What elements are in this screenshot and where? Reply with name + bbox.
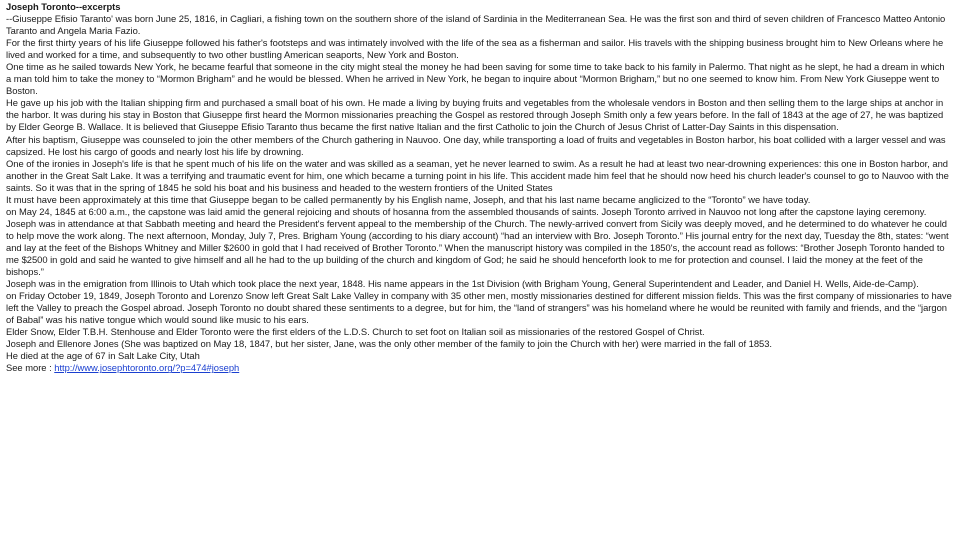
paragraph-4: He gave up his job with the Italian shipping firm and purchased a small boat of his own. He made a living by buying fruits and vegetables from the wholesale vendors in Boston and then selling them to the large ships at anchor in the harbor. It was during his stay in Boston that Giuseppe first heard the Mormon missionaries preaching the Gospel as restored through Joseph Smith only a few years before. In the fall of 1843 at the age of 27, he was baptized by Elder George B. Wallace. It is believed that Giuseppe Efisio Taranto thus became the first native Italian and the first Catholic to join the Church of Jesus Christ of Latter-Day Saints in this dispensation. bbox=[6, 97, 944, 133]
paragraph-9: Joseph was in attendance at that Sabbath meeting and heard the President's fervent appeal to the membership of the Church. The newly-arrived convert from Sicily was deeply moved, and he determined to do whatever he could to help move the work along. The next afternoon, Monday, July 7, Pres. Brigham Young (according to his diary account) “had an interview with Bro. Joseph Toronto.” His journal entry for the next day, Tuesday the 8th, states: “went and lay at the feet of the Bishops Whitney and Miller $2600 in gold that I had received of Brother Toronto.” When the manuscript history was compiled in the 1850's, the account read as follows: “Brother Joseph Toronto handed to me $2500 in gold and said he wanted to give himself and all he had to the up building of the church and kingdom of God; he said he should henceforth look to me for protection and counsel. I laid the money at the feet of the bishops.” bbox=[6, 217, 949, 278]
paragraph-8: on May 24, 1845 at 6:00 a.m., the capstone was laid amid the general rejoicing and shouts of hosanna from the assembled thousands of saints. Joseph Toronto arrived in Nauvoo not long after the capstone laying ceremony. bbox=[6, 205, 927, 217]
paragraph-2: For the first thirty years of his life Giuseppe followed his father's footsteps and was intimately involved with the life of the sea as a fisherman and sailor. His travels with the shipping business brought him to New Orleans where he lived and worked for a time, and subsequently to two other bustling American seaports, New York and Boston. bbox=[6, 37, 944, 61]
paragraph-3: One time as he sailed towards New York, he became fearful that someone in the city might steal the money he had been saving for some time to take back to his family in Palermo. That night as he slept, he had a dream in which a man told him to take the money to “Mormon Brigham” and he would be blessed. When he arrived in New York, he began to inquire about “Mormon Brigham,” but no one seemed to know him. From New York Giuseppe went to Boston. bbox=[6, 61, 945, 97]
paragraph-10: Joseph was in the emigration from Illinois to Utah which took place the next year, 1848. His name appears in the 1st Division (with Brigham Young, General Superintendent and Leader, and Daniel H. Wells, Aide-de-Camp). bbox=[6, 278, 919, 290]
paragraph-12: Elder Snow, Elder T.B.H. Stenhouse and Elder Toronto were the first elders of the L.D.S. Church to set foot on Italian soil as missionaries of the restored Gospel of Christ. bbox=[6, 326, 705, 338]
paragraph-13: Joseph and Ellenore Jones (She was baptized on May 18, 1847, but her sister, Jane, was the only other member of the family to join the Church with her) were married in the fall of 1853. bbox=[6, 338, 772, 350]
paragraph-11: on Friday October 19, 1849, Joseph Toronto and Lorenzo Snow left Great Salt Lake Valley in company with 35 other men, mostly missionaries destined for different mission fields. This was the first company of missionaries to have left the Valley to preach the Gospel abroad. Joseph Toronto no doubt shared these sentiments to a degree, but for him, the “land of strangers” was his homeland where he would be reunited with family and friends, and the “jargon of Babal” was his native tongue which would sound like music to his ears. bbox=[6, 290, 952, 326]
see-more-link[interactable]: http://www.josephtoronto.org/?p=474#joseph bbox=[54, 362, 240, 374]
see-more-line bbox=[6, 362, 952, 374]
document-title: Joseph Toronto--excerpts bbox=[6, 1, 121, 12]
paragraph-7: It must have been approximately at this time that Giuseppe began to be called permanently by his English name, Joseph, and that his last name became anglicized to the “Toronto” we have today. bbox=[6, 193, 811, 205]
paragraph-6: One of the ironies in Joseph's life is that he spent much of his life on the water and was skilled as a seaman, yet he never learned to swim. As a result he had at least two near-drowning experiences: this one in Boston harbor, and another in the Great Salt Lake. It was a terrifying and traumatic event for him, one which became a turning point in his life. This accident made him feel that he should now heed his church leader's counsel to go to Nauvoo with the saints. So it was that in the spring of 1845 he sold his boat and his business and headed to the western frontiers of the United States bbox=[6, 157, 949, 193]
paragraph-14: He died at the age of 67 in Salt Lake City, Utah bbox=[6, 350, 200, 362]
paragraph-1: --Giuseppe Efisio Taranto' was born June 25, 1816, in Cagliari, a fishing town on the southern shore of the island of Sardinia in the Mediterranean Sea. He was the first son and third of seven children of Francesco Matteo Antonio Taranto and Angela Maria Fazio. bbox=[6, 13, 946, 37]
see-more-label: See more : bbox=[6, 362, 55, 374]
paragraph-5: After his baptism, Giuseppe was counseled to join the other members of the Church gathering in Nauvoo. One day, while transporting a load of fruits and vegetables in Boston harbor, his boat collided with a larger vessel and was capsized. He lost his cargo of goods and nearly lost his life by drowning. bbox=[6, 133, 946, 157]
